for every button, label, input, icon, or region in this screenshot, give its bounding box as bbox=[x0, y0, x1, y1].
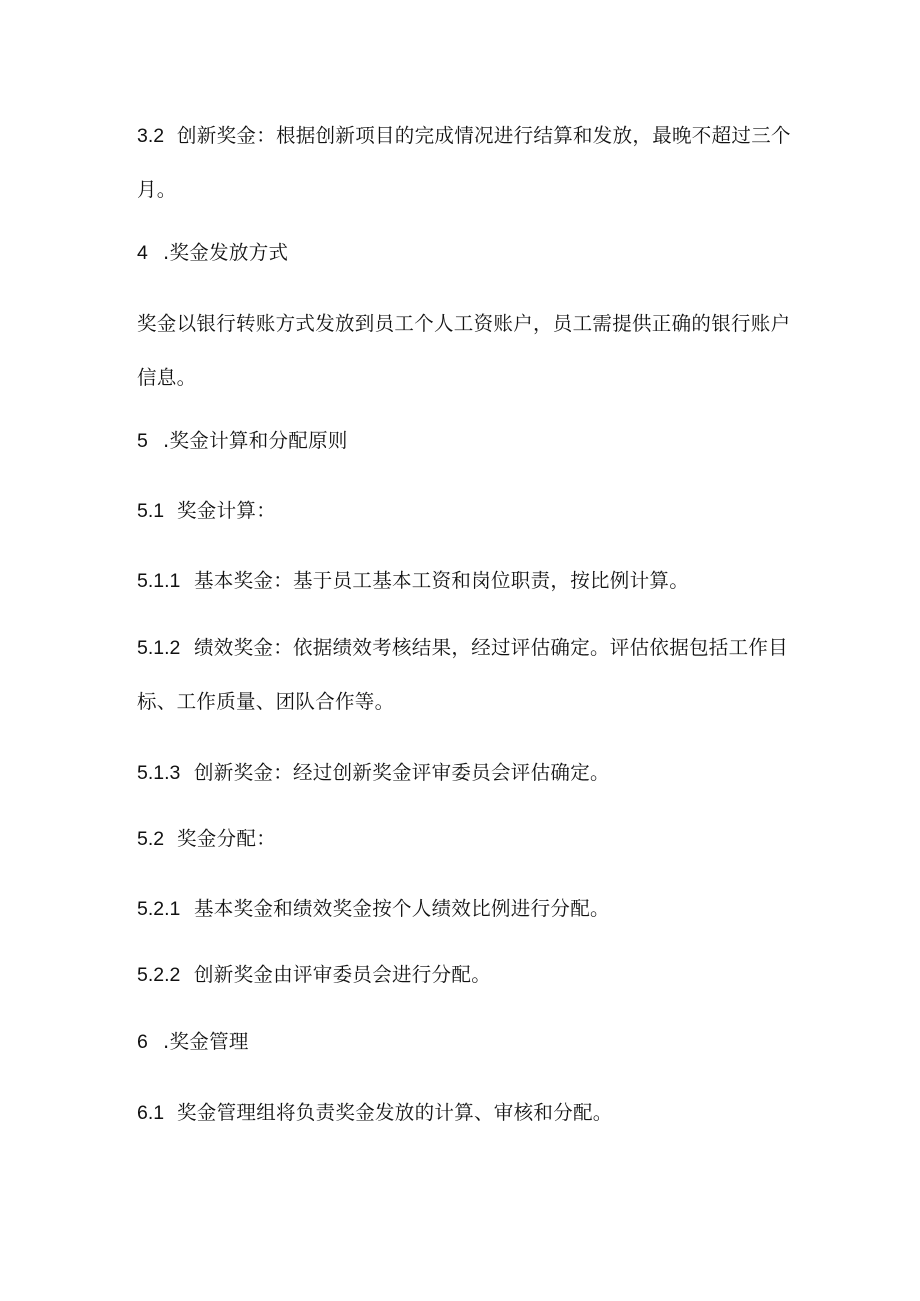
paragraph-text: 奖金管理组将负责奖金发放的计算、审核和分配。 bbox=[177, 1101, 613, 1124]
paragraph-text: 奖金计算： bbox=[177, 499, 277, 522]
paragraph-4-body bbox=[137, 297, 797, 405]
section-number: 5.2.2 bbox=[137, 964, 181, 986]
section-number: 3.2 bbox=[137, 125, 165, 147]
paragraph-text: 奖金分配： bbox=[177, 827, 277, 850]
section-number: 5.2 bbox=[137, 828, 165, 850]
section-number: 5.1.3 bbox=[137, 762, 181, 784]
heading-6 bbox=[137, 1015, 797, 1069]
heading-text: .奖金计算和分配原则 bbox=[163, 429, 348, 452]
heading-text: .奖金发放方式 bbox=[163, 241, 289, 264]
paragraph-5-2 bbox=[137, 812, 797, 866]
paragraph-3-2 bbox=[137, 109, 797, 217]
heading-5 bbox=[137, 414, 797, 468]
paragraph-text: 基本奖金和绩效奖金按个人绩效比例进行分配。 bbox=[194, 897, 610, 920]
paragraph-5-1 bbox=[137, 484, 797, 538]
section-number: 6 bbox=[137, 1031, 148, 1053]
paragraph-5-2-2 bbox=[137, 948, 797, 1002]
section-number: 4 bbox=[137, 242, 148, 264]
section-number: 5.1.2 bbox=[137, 637, 181, 659]
section-number: 5.1 bbox=[137, 500, 165, 522]
heading-4 bbox=[137, 226, 797, 280]
paragraph-5-2-1 bbox=[137, 882, 797, 936]
section-number: 6.1 bbox=[137, 1102, 165, 1124]
paragraph-text: 创新奖金由评审委员会进行分配。 bbox=[194, 963, 492, 986]
paragraph-text: 基本奖金：基于员工基本工资和岗位职责，按比例计算。 bbox=[194, 569, 690, 592]
paragraph-6-1 bbox=[137, 1086, 797, 1140]
paragraph-5-1-3 bbox=[137, 746, 797, 800]
paragraph-5-1-2 bbox=[137, 621, 797, 729]
paragraph-text: 奖金以银行转账方式发放到员工个人工资账户，员工需提供正确的银行账户信息。 bbox=[137, 312, 791, 389]
paragraph-5-1-1 bbox=[137, 554, 797, 608]
paragraph-text: 创新奖金：根据创新项目的完成情况进行结算和发放，最晚不超过三个月。 bbox=[137, 124, 791, 201]
section-number: 5.2.1 bbox=[137, 898, 181, 920]
section-number: 5 bbox=[137, 430, 148, 452]
paragraph-text: 绩效奖金：依据绩效考核结果，经过评估确定。评估依据包括工作目标、工作质量、团队合作等。 bbox=[137, 636, 789, 713]
heading-text: .奖金管理 bbox=[163, 1030, 249, 1053]
section-number: 5.1.1 bbox=[137, 570, 181, 592]
paragraph-text: 创新奖金：经过创新奖金评审委员会评估确定。 bbox=[194, 761, 610, 784]
